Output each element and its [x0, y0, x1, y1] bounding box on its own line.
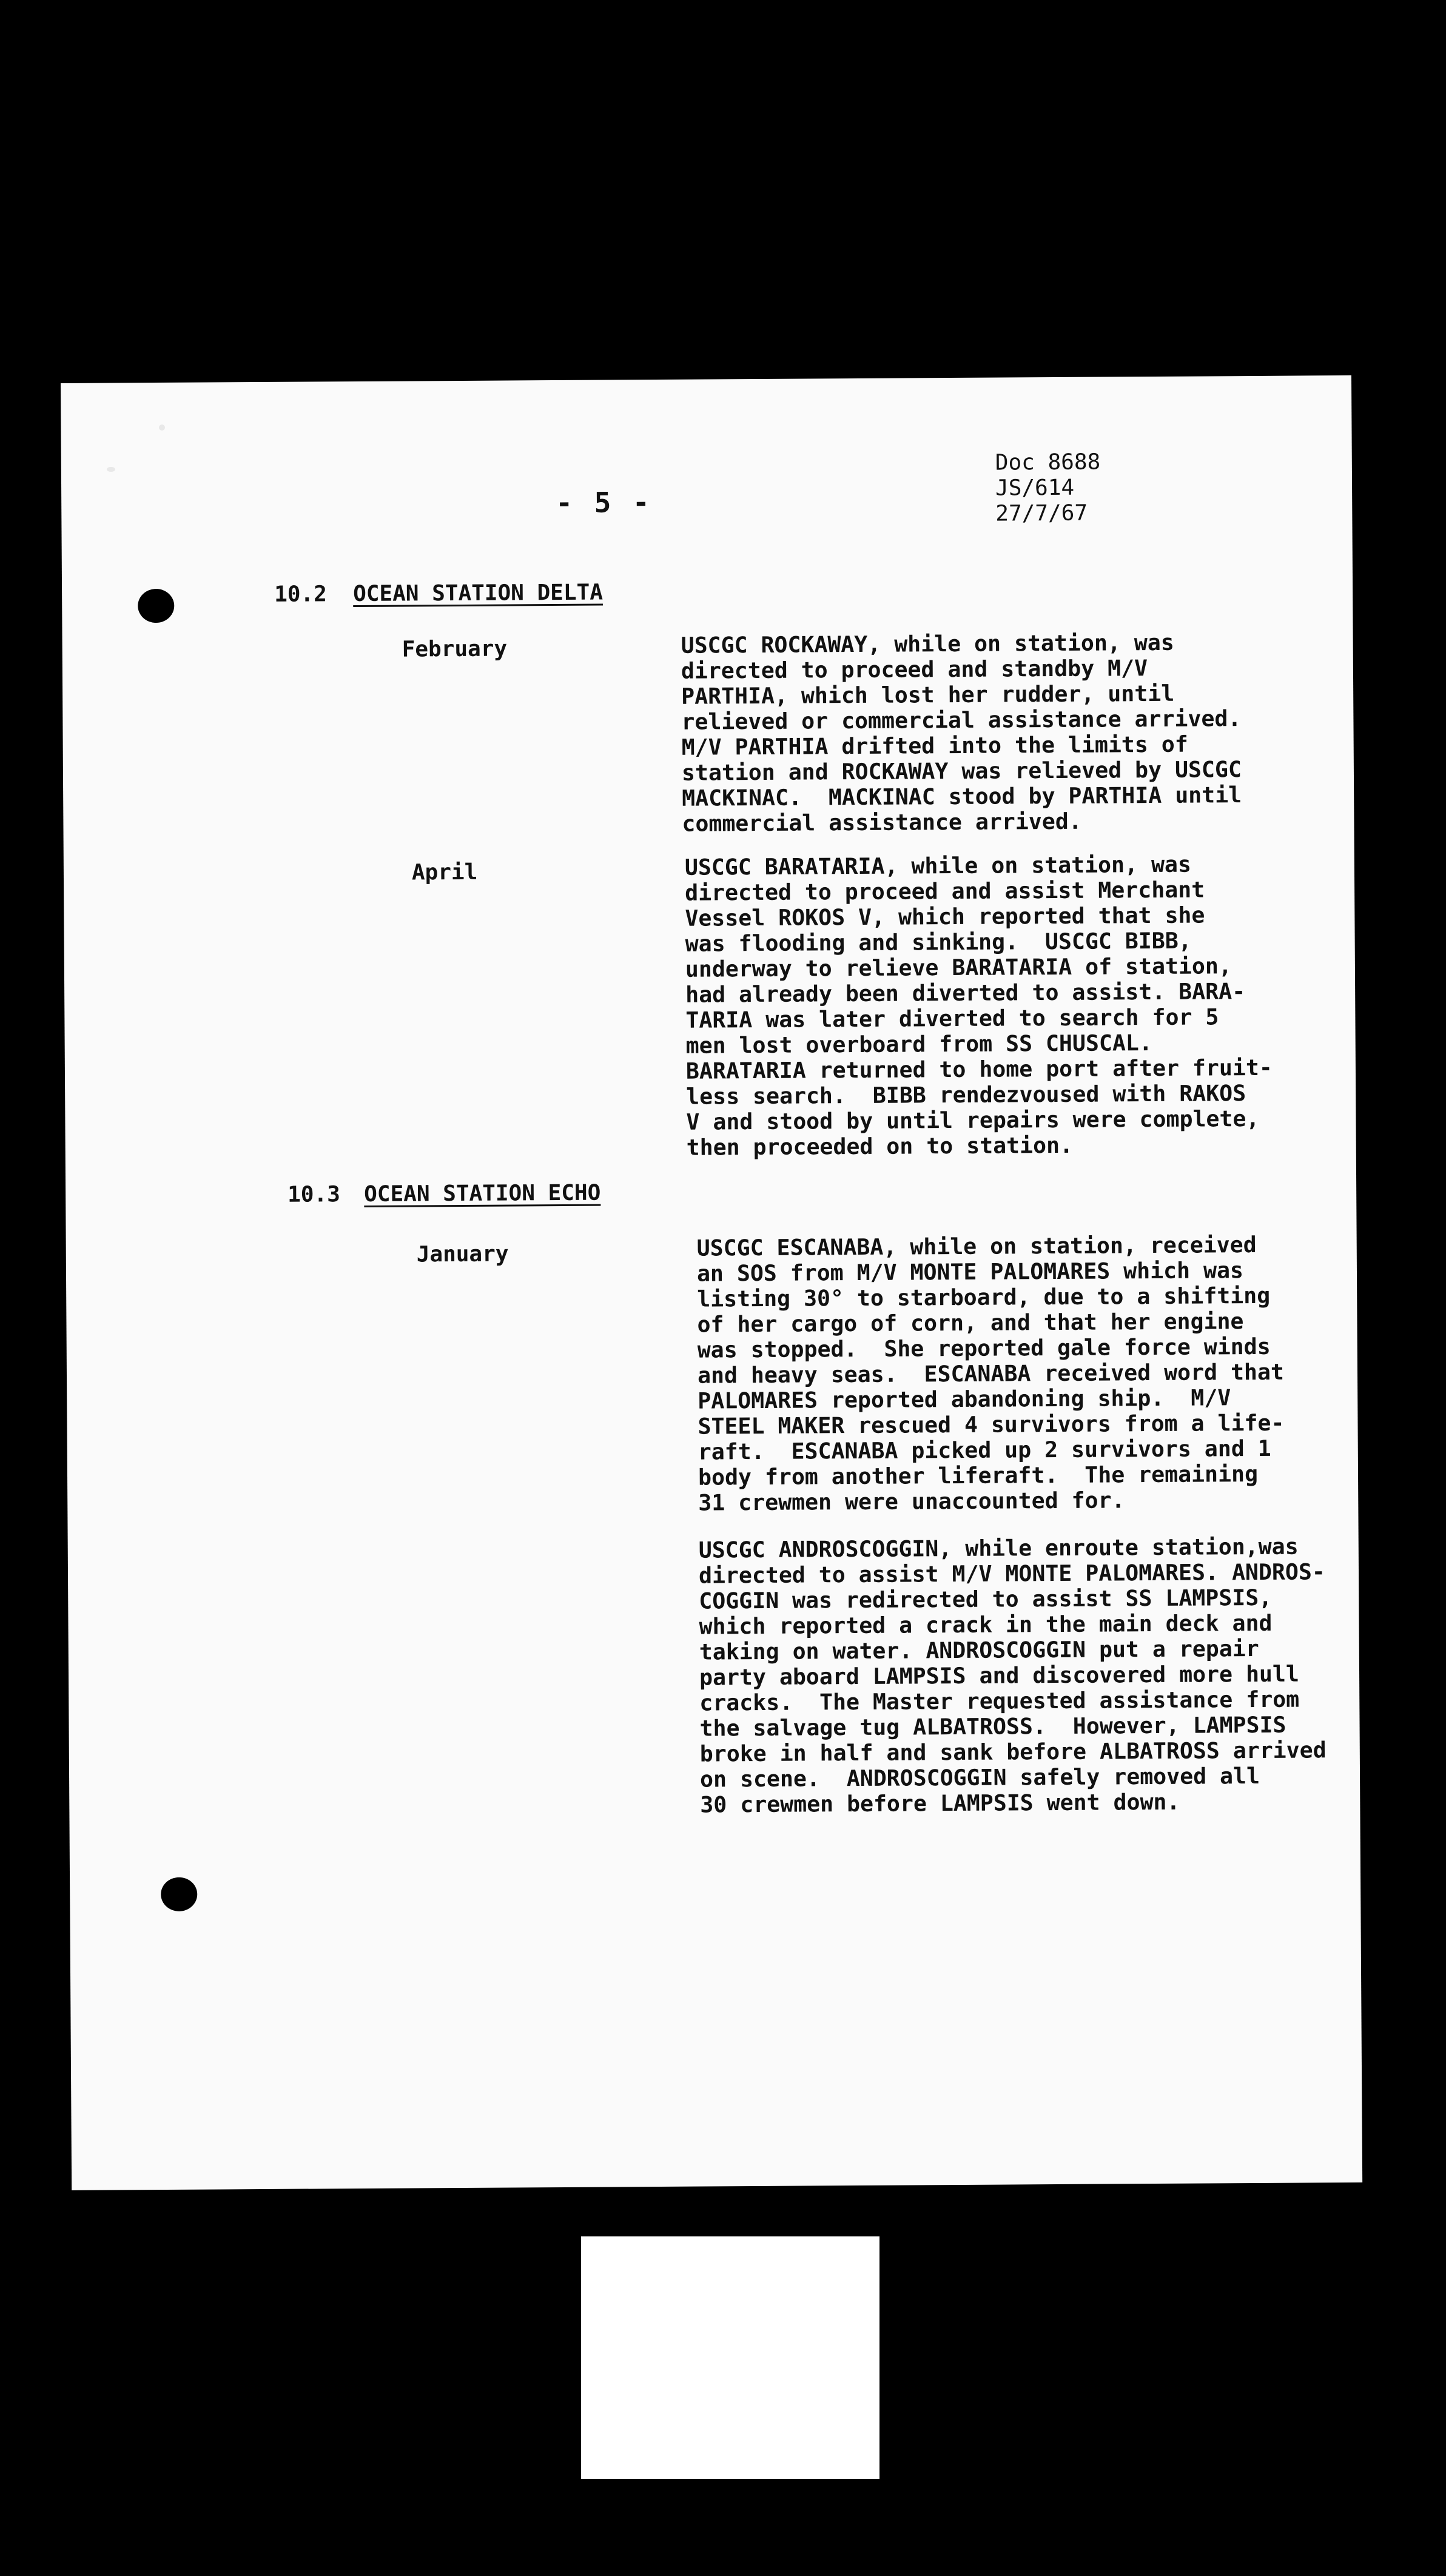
scan-speck — [107, 467, 115, 472]
doc-date: 27/7/67 — [995, 500, 1088, 526]
section-number: 10.3 — [288, 1182, 341, 1207]
section-title: OCEAN STATION ECHO — [364, 1180, 601, 1207]
entry-month: April — [411, 859, 478, 885]
doc-code: JS/614 — [995, 475, 1075, 501]
blank-slip — [581, 2236, 879, 2479]
entry-month: January — [416, 1241, 509, 1267]
document-reference — [995, 450, 1101, 527]
entry-paragraph: USCGC BARATARIA, while on station, was directed to proceed and assist Merchant Vessel ROKOS V, which reported that she was flooding and sinking. USCGC BIBB, underway to relieve BARATARIA of station, had already been diverted to assist. BARA- TARIA was later diverted to search for 5 men lost overboard from SS CHUSCAL. BARATARIA returned to home port after fruit- less search. BIBB rendezvoused with RAKOS V and stood by until repairs were complete, then proceeded on to station. — [684, 851, 1273, 1161]
punch-hole — [138, 589, 174, 623]
entry-paragraph: USCGC ESCANABA, while on station, received an SOS from M/V MONTE PALOMARES which was listing 30° to starboard, due to a shifting of her cargo of corn, and that her engine was stopped. She reported gale force winds and heavy seas. ESCANABA received word that PALOMARES reported abandoning ship. M/V STEEL MAKER rescued 4 survivors from a life- raft. ESCANABA picked up 2 survivors and 1 body from another liferaft. The remaining 31 crewmen were unaccounted for. — [696, 1231, 1285, 1516]
document-page — [61, 375, 1362, 2190]
section-title: OCEAN STATION DELTA — [353, 580, 604, 607]
punch-hole — [161, 1877, 197, 1911]
entry-month: February — [402, 636, 508, 662]
section-number: 10.2 — [274, 582, 327, 607]
doc-number: Doc 8688 — [995, 449, 1101, 475]
entry-paragraph: USCGC ROCKAWAY, while on station, was directed to proceed and standby M/V PARTHIA, which lost her rudder, until relieved or commercial assistance arrived. M/V PARTHIA drifted into the limits of station and ROCKAWAY was relieved by USCGC MACKINAC. MACKINAC stood by PARTHIA until commercial assistance arrived. — [681, 629, 1242, 837]
entry-paragraph: USCGC ANDROSCOGGIN, while enroute station,was directed to assist M/V MONTE PALOMARES. ANDROS- COGGIN was redirected to assist SS LAMPSIS, which reported a crack in the main deck and taking on water. ANDROSCOGGIN put a repair party aboard LAMPSIS and discovered more hull cracks. The Master requested assistance from the salvage tug ALBATROSS. However, LAMPSIS broke in half and sank before ALBATROSS arrived on scene. ANDROSCOGGIN safely removed all 30 crewmen before LAMPSIS went down. — [698, 1533, 1327, 1818]
page-number: - 5 - — [556, 486, 652, 520]
scan-speck — [159, 424, 165, 431]
